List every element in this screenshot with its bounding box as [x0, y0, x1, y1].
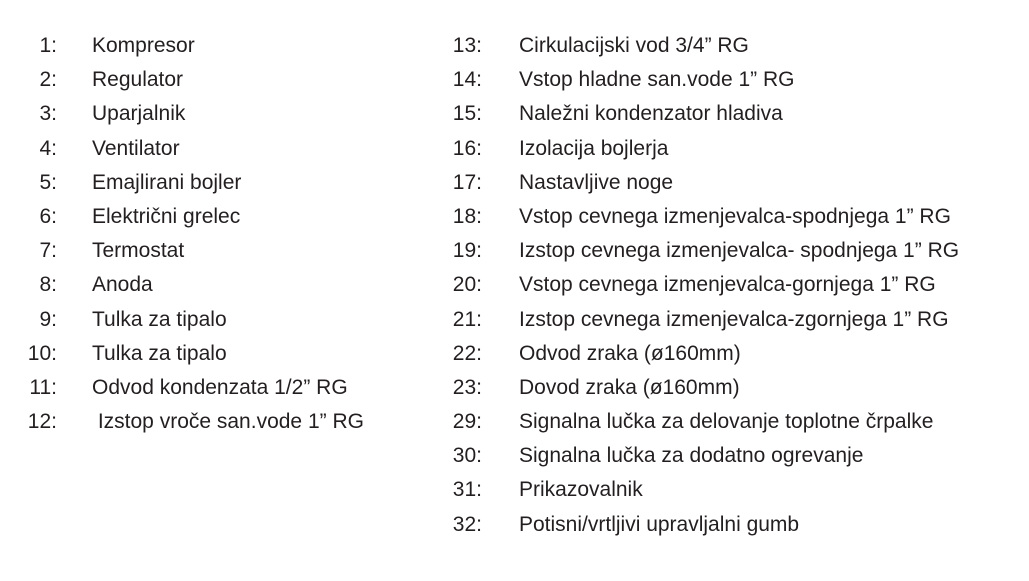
- legend-label: Vstop cevnega izmenjevalca-spodnjega 1” RG: [519, 204, 951, 228]
- legend-number: 8:: [39, 273, 57, 297]
- legend-item: [430, 268, 1029, 302]
- legend-item: [430, 132, 1029, 166]
- legend-number: 9:: [39, 307, 57, 331]
- legend-item: [0, 97, 430, 131]
- legend-label: Tulka za tipalo: [92, 307, 227, 331]
- legend-number: 29:: [452, 410, 482, 434]
- legend-label: Vstop hladne san.vode 1” RG: [519, 68, 795, 92]
- legend-label: Odvod kondenzata 1/2” RG: [92, 375, 348, 399]
- legend-number: 19:: [452, 239, 482, 263]
- legend-label: Regulator: [92, 68, 184, 92]
- legend-item: [0, 371, 430, 405]
- legend-item: [0, 63, 430, 97]
- legend-item: [430, 166, 1029, 200]
- legend-number: 12:: [27, 410, 57, 434]
- legend-label: Električni grelec: [92, 204, 241, 228]
- legend-number: 10:: [27, 341, 57, 365]
- legend-number: 5:: [39, 170, 57, 194]
- legend-label: Prikazovalnik: [519, 478, 643, 502]
- legend-item: [430, 29, 1029, 63]
- legend-label: Izstop vroče san.vode 1” RG: [92, 410, 364, 434]
- legend-label: Izstop cevnega izmenjevalca-zgornjega 1” RG: [519, 307, 949, 331]
- legend-item: [0, 303, 430, 337]
- legend-number: 20:: [452, 273, 482, 297]
- legend-label: Izstop cevnega izmenjevalca- spodnjega 1” RG: [519, 239, 960, 263]
- legend-item: [430, 337, 1029, 371]
- legend-number: 18:: [452, 204, 482, 228]
- legend-label: Tulka za tipalo: [92, 341, 227, 365]
- legend-label: Uparjalnik: [92, 102, 186, 126]
- legend-number: 17:: [452, 170, 482, 194]
- legend-item: [0, 166, 430, 200]
- legend-label: Signalna lučka za dodatno ogrevanje: [519, 444, 864, 468]
- legend-number: 32:: [452, 512, 482, 536]
- legend-number: 6:: [39, 204, 57, 228]
- legend-label: Kompresor: [92, 34, 195, 57]
- legend-left-column: [0, 29, 430, 439]
- legend-label: Ventilator: [92, 136, 180, 160]
- legend-number: 30:: [452, 444, 482, 468]
- legend-number: 15:: [452, 102, 482, 126]
- legend-item: [0, 405, 430, 439]
- legend-right-column: [430, 29, 1029, 542]
- legend-item: [430, 200, 1029, 234]
- legend-label: Termostat: [92, 239, 185, 263]
- legend-number: 7:: [39, 239, 57, 263]
- legend-item: [0, 200, 430, 234]
- legend-item: [430, 508, 1029, 542]
- legend-item: [430, 439, 1029, 473]
- legend-number: 13:: [452, 34, 482, 57]
- legend-item: [0, 132, 430, 166]
- legend-number: 22:: [452, 341, 482, 365]
- legend-number: 23:: [452, 375, 482, 399]
- legend-label: Izolacija bojlerja: [519, 136, 669, 160]
- legend-label: Dovod zraka (ø160mm): [519, 375, 740, 399]
- legend-item: [0, 337, 430, 371]
- legend-label: Potisni/vrtljivi upravljalni gumb: [519, 512, 800, 536]
- legend-item: [430, 473, 1029, 507]
- legend-number: 2:: [39, 68, 57, 92]
- legend-number: 14:: [452, 68, 482, 92]
- legend-label: Naležni kondenzator hladiva: [519, 102, 783, 126]
- legend-label: Vstop cevnega izmenjevalca-gornjega 1” RG: [519, 273, 936, 297]
- legend-label: Odvod zraka (ø160mm): [519, 341, 741, 365]
- legend-item: [430, 234, 1029, 268]
- legend-item: [0, 234, 430, 268]
- legend-number: 11:: [29, 375, 57, 399]
- legend-item: [430, 371, 1029, 405]
- legend-number: 16:: [452, 136, 482, 160]
- legend-label: Signalna lučka za delovanje toplotne črpalke: [519, 410, 934, 434]
- legend-item: [430, 303, 1029, 337]
- legend-label: Nastavljive noge: [519, 170, 674, 194]
- legend-label: Emajlirani bojler: [92, 170, 242, 194]
- legend-number: 21:: [452, 307, 482, 331]
- legend-label: Anoda: [92, 273, 153, 297]
- legend-item: [0, 29, 430, 63]
- legend-label: Cirkulacijski vod 3/4” RG: [519, 34, 749, 57]
- legend-item: [0, 268, 430, 302]
- legend-item: [430, 97, 1029, 131]
- legend-item: [430, 405, 1029, 439]
- legend-number: 4:: [39, 136, 57, 160]
- legend-number: 3:: [39, 102, 57, 126]
- legend-number: 1:: [39, 34, 57, 57]
- legend-number: 31:: [452, 478, 482, 502]
- legend-item: [430, 63, 1029, 97]
